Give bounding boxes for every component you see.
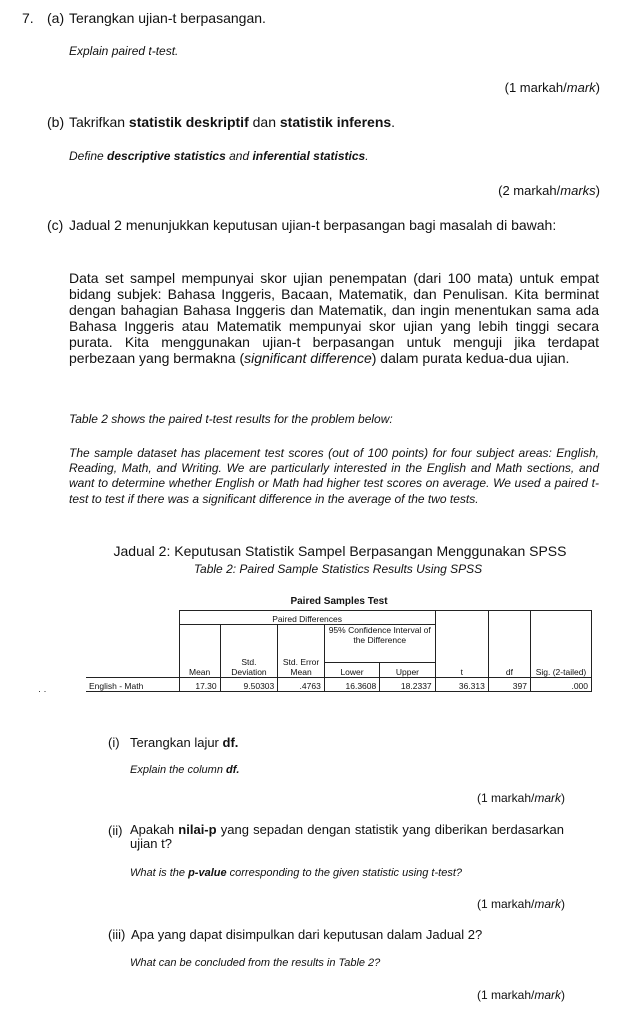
part-b-marks: (2 markah/marks) (498, 183, 600, 198)
part-c-intro: Jadual 2 menunjukkan keputusan ujian-t berpasangan bagi masalah di bawah: (69, 217, 557, 233)
part-c-label: (c) (47, 217, 64, 233)
part-a-english: Explain paired t-test. (69, 44, 179, 58)
table-row (86, 678, 592, 692)
part-a-malay: Terangkan ujian-t berpasangan. (69, 10, 266, 26)
cell-std-deviation: 9.50303 (220, 678, 278, 692)
row-header-blank (86, 611, 179, 678)
cell-upper: 18.2337 (380, 678, 435, 692)
table-title: Paired Samples Test (290, 596, 388, 607)
part-ii-english: What is the p-value corresponding to the given statistic using t-test? (130, 867, 462, 879)
part-c-paragraph-english: The sample dataset has placement test scores (out of 100 points) for four subject areas: English, Reading, Math, and Writing. We are particularly interested in the English and Math sections, and want to determine whether English or Math had higher test scores on average. We used a paired t-test to test if there was a significant difference in the average of the two tests. (69, 446, 599, 506)
col-df: df (488, 611, 530, 678)
stray-dots: · · (38, 686, 47, 696)
part-b-label: (b) (47, 114, 65, 130)
part-ii-malay: Apakah nilai-p yang sepadan dengan statistik yang diberikan berdasarkan ujian t? (130, 822, 564, 851)
col-sig: Sig. (2-tailed) (530, 611, 591, 678)
paired-differences-header: Paired Differences (179, 611, 435, 625)
ci-header: 95% Confidence Interval of the Difference (324, 625, 435, 663)
part-iii-marks: (1 markah/mark) (476, 988, 565, 1002)
part-c-intro-english: Table 2 shows the paired t-test results for the problem below: (69, 412, 393, 426)
part-i-label: (i) (108, 735, 120, 750)
col-std-error-mean: Std. Error Mean (278, 625, 325, 678)
row-label: English - Math (86, 678, 179, 692)
col-mean: Mean (179, 625, 220, 678)
part-iii-malay: Apa yang dapat disimpulkan dari keputusan dalam Jadual 2? (131, 927, 483, 942)
question-number: 7. (22, 10, 34, 26)
part-i-malay: Terangkan lajur df. (130, 735, 239, 750)
part-i-marks: (1 markah/mark) (476, 791, 565, 805)
cell-t: 36.313 (435, 678, 488, 692)
part-b-malay: Takrifkan statistik deskriptif dan statistik inferens. (69, 114, 396, 130)
part-iii-label: (iii) (108, 927, 126, 942)
part-c-paragraph-malay: Data set sampel mempunyai skor ujian penempatan (dari 100 mata) untuk empat bidang subjek: Bahasa Inggeris, Bacaan, Matematik, dan Penulisan. Kita berminat dengan bahagian Bahasa Inggeris dan Matematik, dan ingin menentukan sama ada Bahasa Inggeris atau Matematik mempunyai skor ujian yang lebih tinggi secara purata. Kita menggunakan ujian-t berpasangan untuk menguji jika terdapat perbezaan yang bermakna (significant difference) dalam purata kedua-dua ujian. (69, 270, 599, 366)
col-upper: Upper (380, 663, 435, 678)
part-i-english: Explain the column df. (130, 764, 240, 776)
cell-lower: 16.3608 (324, 678, 379, 692)
part-iii-english: What can be concluded from the results in Table 2? (130, 957, 381, 969)
table-caption-malay: Jadual 2: Keputusan Statistik Sampel Berpasangan Menggunakan SPSS (113, 543, 567, 559)
col-t: t (435, 611, 488, 678)
part-b-english: Define descriptive statistics and inferential statistics. (69, 149, 369, 163)
part-ii-label: (ii) (108, 823, 123, 838)
col-std-deviation: Std. Deviation (220, 625, 278, 678)
cell-mean: 17.30 (179, 678, 220, 692)
cell-std-error-mean: .4763 (278, 678, 325, 692)
col-lower: Lower (324, 663, 379, 678)
cell-sig: .000 (530, 678, 591, 692)
table-caption-english: Table 2: Paired Sample Statistics Results Using SPSS (193, 562, 483, 576)
cell-df: 397 (488, 678, 530, 692)
paired-samples-table (86, 596, 592, 692)
part-a-marks: (1 markah/mark) (504, 80, 600, 95)
part-a-label: (a) (47, 10, 65, 26)
part-ii-marks: (1 markah/mark) (476, 897, 565, 911)
